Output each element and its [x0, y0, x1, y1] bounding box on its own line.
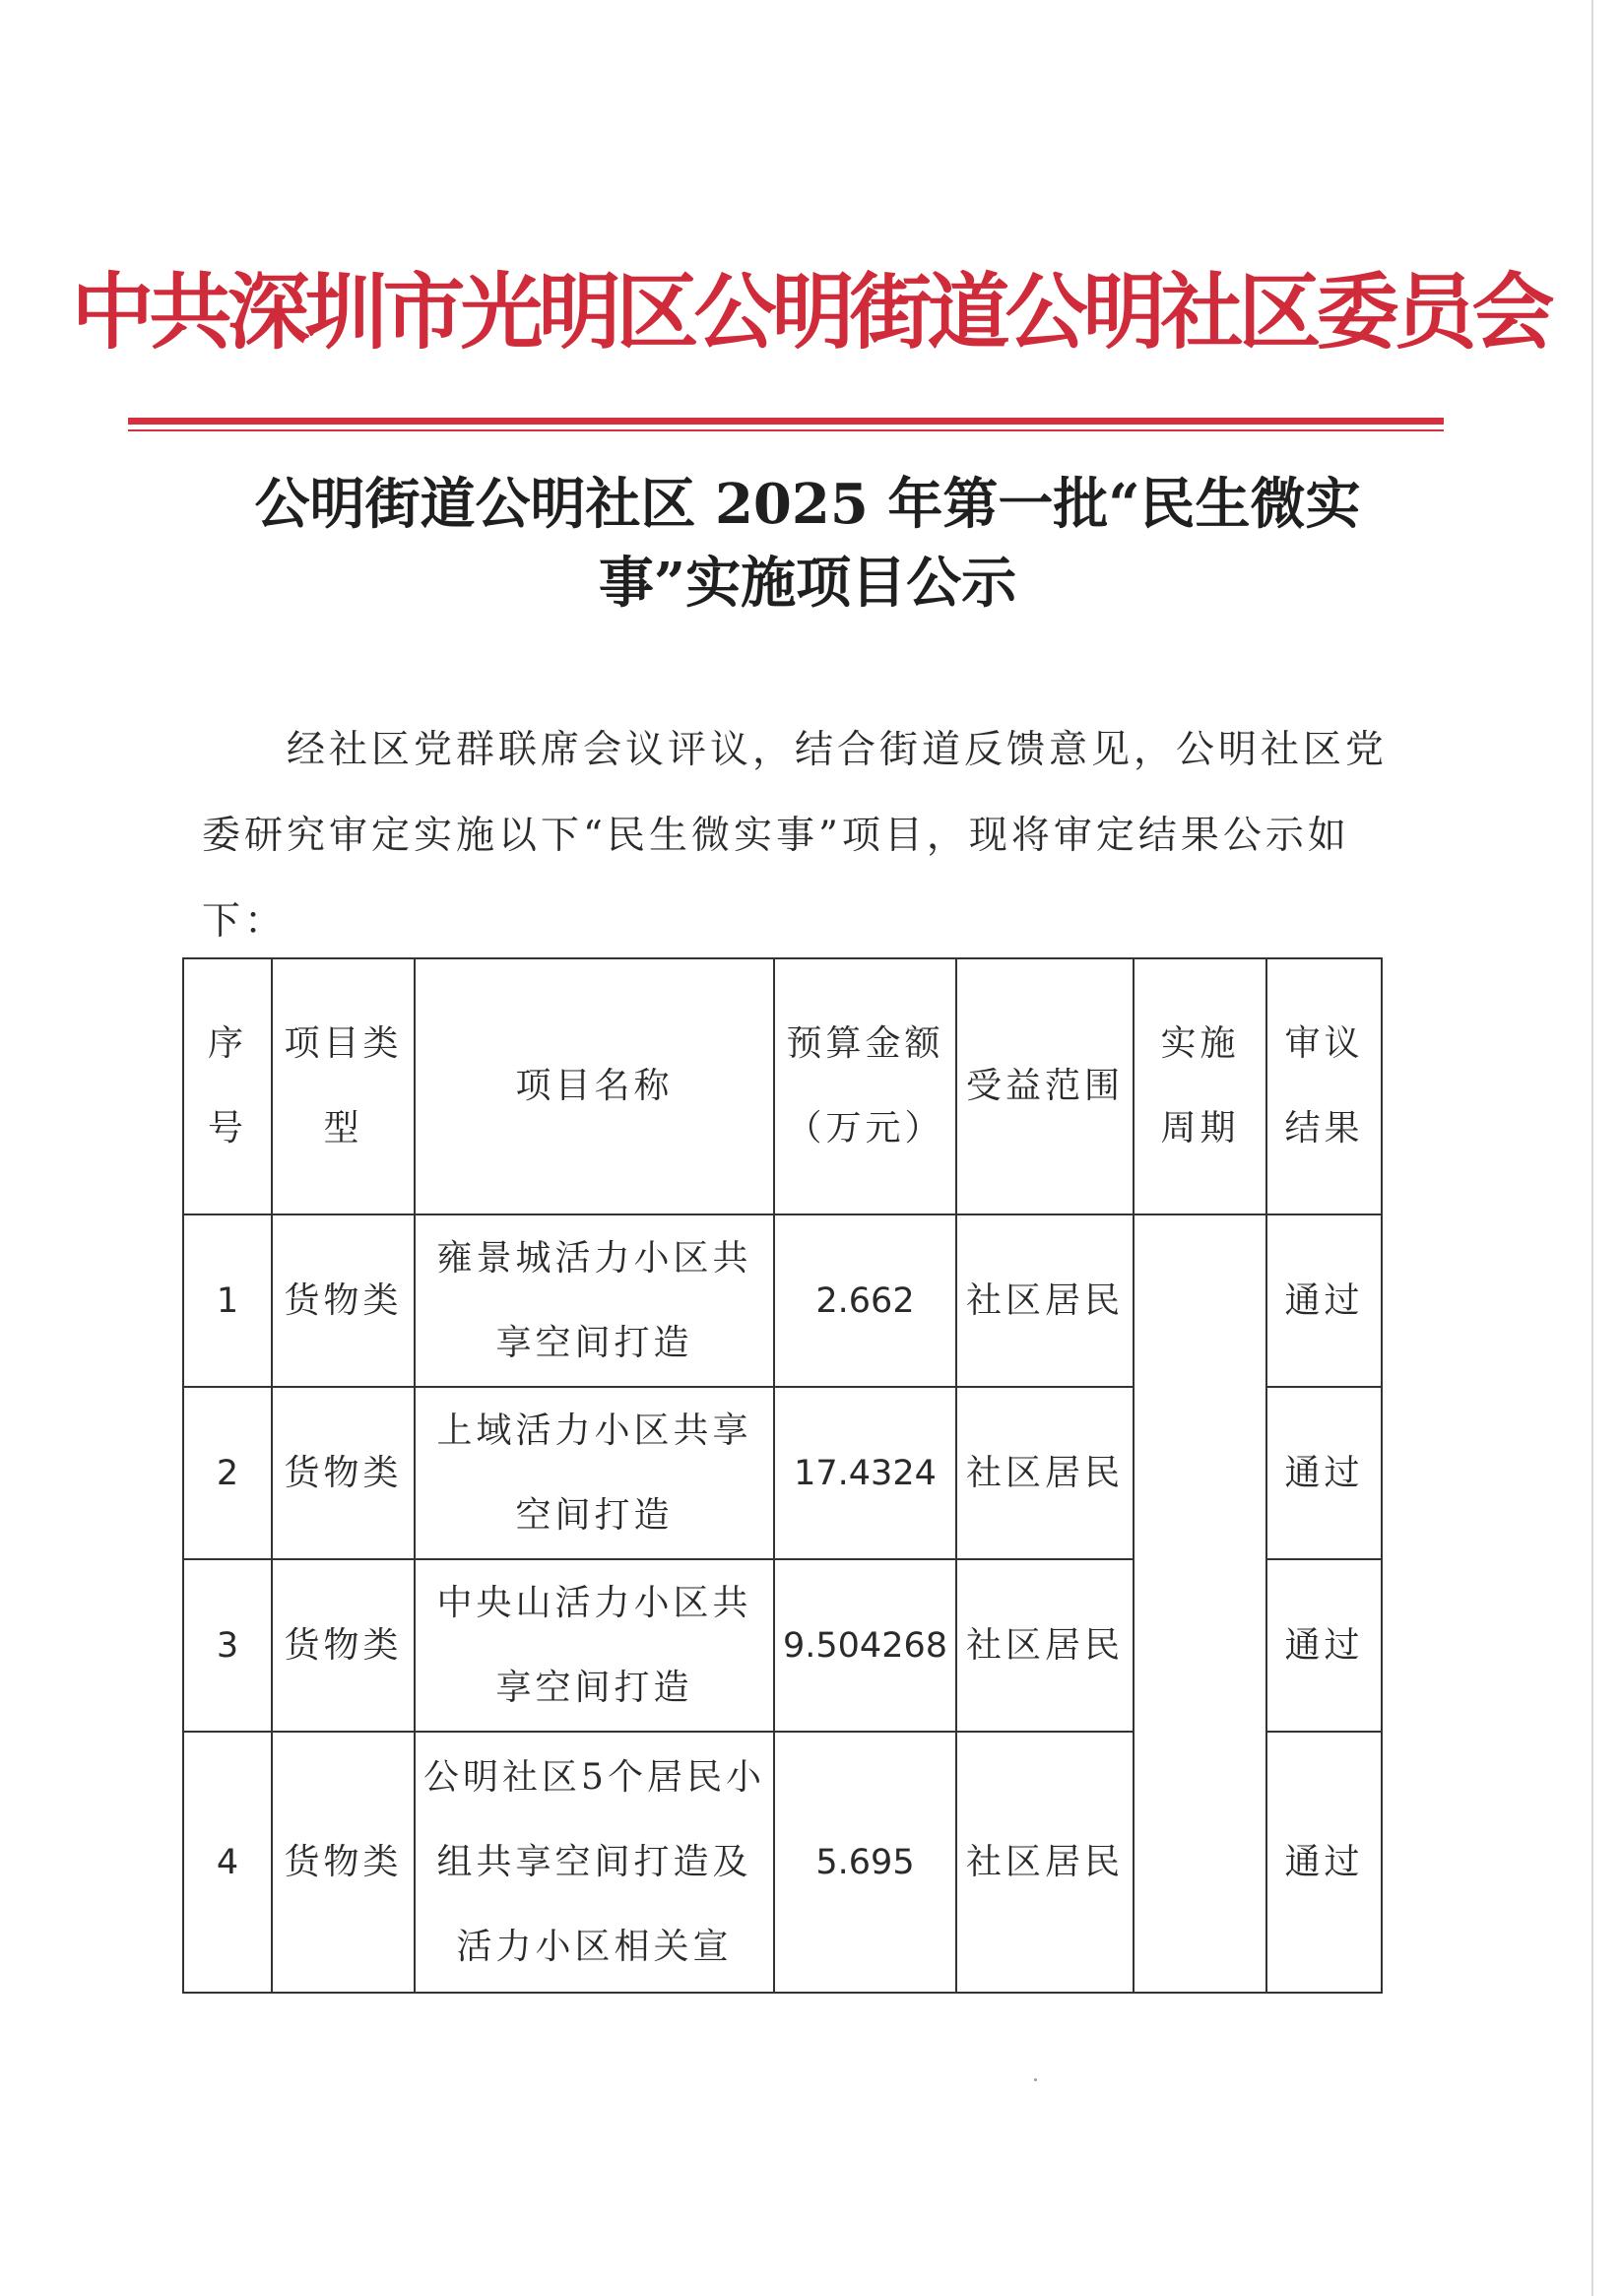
row-index: 4: [183, 1732, 272, 1993]
row-type: 货物类: [272, 1732, 415, 1993]
header-name: 项目名称: [415, 958, 774, 1214]
header-budget: 预算金额（万元）: [774, 958, 956, 1214]
row-budget: 2.662: [774, 1214, 956, 1387]
header-type: 项目类型: [272, 958, 415, 1214]
row-budget: 9.504268: [774, 1559, 956, 1732]
row-type: 货物类: [272, 1387, 415, 1559]
row-index: 3: [183, 1559, 272, 1732]
row-name: 公明社区5个居民小组共享空间打造及活力小区相关宣: [415, 1732, 774, 1993]
header-result: 审议结果: [1266, 958, 1382, 1214]
row-scope: 社区居民: [956, 1732, 1134, 1993]
table-row: [183, 1214, 1382, 1387]
header-index: 序号: [183, 958, 272, 1214]
row-name: 雍景城活力小区共享空间打造: [415, 1214, 774, 1387]
projects-table: [182, 957, 1383, 1994]
red-divider-rule: [128, 418, 1444, 425]
row-budget: 5.695: [774, 1732, 956, 1993]
row-budget: 17.4324: [774, 1387, 956, 1559]
table-header-row: [183, 958, 1382, 1214]
row-name: 中央山活力小区共享空间打造: [415, 1559, 774, 1732]
row-type: 货物类: [272, 1214, 415, 1387]
row-name: 上域活力小区共享空间打造: [415, 1387, 774, 1559]
row-scope: 社区居民: [956, 1387, 1134, 1559]
row-index: 2: [183, 1387, 272, 1559]
row-result: 通过: [1266, 1387, 1382, 1559]
row-type: 货物类: [272, 1559, 415, 1732]
scan-edge-line: [1591, 0, 1593, 2296]
row-index: 1: [183, 1214, 272, 1387]
row-period: [1134, 1214, 1266, 1993]
row-scope: 社区居民: [956, 1559, 1134, 1732]
row-result: 通过: [1266, 1214, 1382, 1387]
header-period: 实施周期: [1134, 958, 1266, 1214]
organization-header: 中共深圳市光明区公明街道公明社区委员会: [71, 264, 1550, 361]
row-scope: 社区居民: [956, 1214, 1134, 1387]
intro-paragraph: 经社区党群联席会议评议，结合街道反馈意见，公明社区党委研究审定实施以下“民生微实事”项目，现将审定结果公示如下：: [202, 728, 1389, 944]
document-title: 公明街道公明社区 2025 年第一批“民生微实事”实施项目公示: [254, 472, 1361, 616]
row-result: 通过: [1266, 1559, 1382, 1732]
scan-speck: [1034, 2078, 1037, 2081]
row-result: 通过: [1266, 1732, 1382, 1993]
header-scope: 受益范围: [956, 958, 1134, 1214]
